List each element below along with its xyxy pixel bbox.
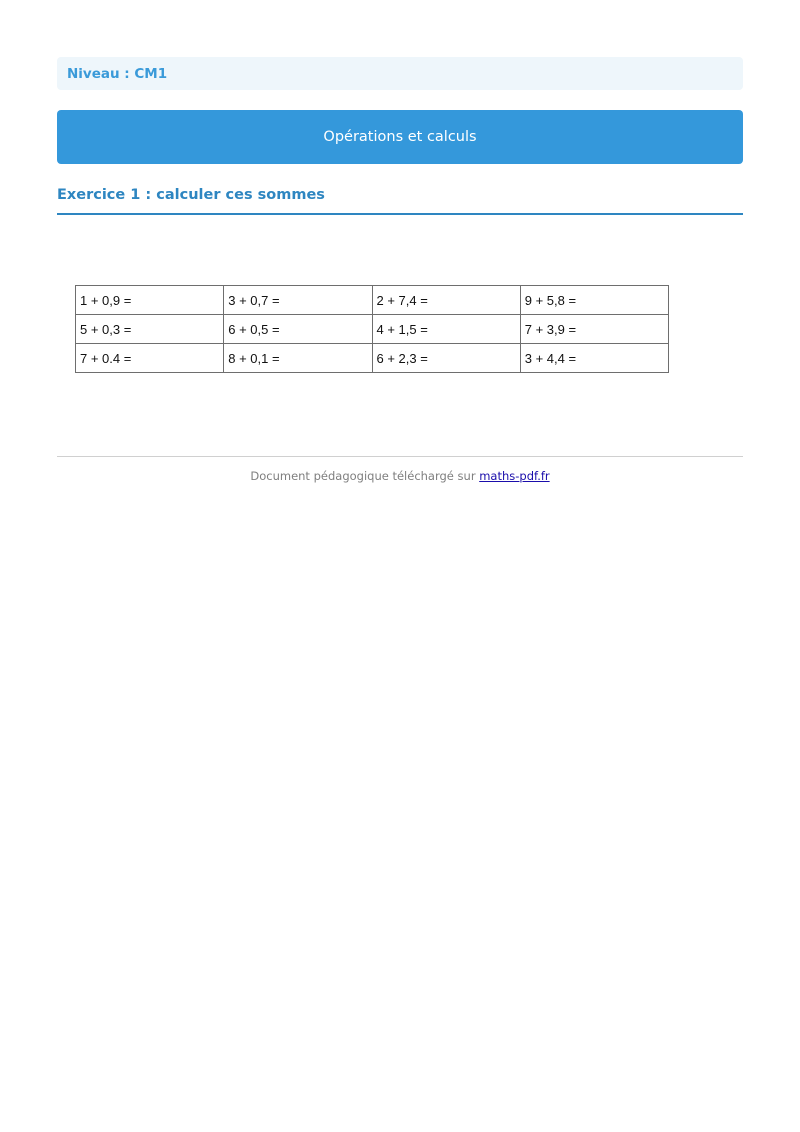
level-box [57, 57, 743, 90]
footer-divider [57, 456, 743, 457]
sum-cell: 3 + 4,4 = [520, 344, 668, 373]
table-row [76, 286, 669, 315]
footer-text: Document pédagogique téléchargé sur [250, 469, 480, 483]
sums-table [75, 285, 669, 373]
page-title: Opérations et calculs [323, 129, 477, 145]
sum-cell: 3 + 0,7 = [224, 286, 372, 315]
sum-cell: 9 + 5,8 = [520, 286, 668, 315]
title-banner [57, 110, 743, 164]
sum-cell: 4 + 1,5 = [372, 315, 520, 344]
footer [57, 469, 743, 483]
sum-cell: 6 + 0,5 = [224, 315, 372, 344]
table-row [76, 315, 669, 344]
sum-cell: 1 + 0,9 = [76, 286, 224, 315]
sum-cell: 5 + 0,3 = [76, 315, 224, 344]
sum-cell: 8 + 0,1 = [224, 344, 372, 373]
sum-cell: 7 + 0.4 = [76, 344, 224, 373]
sum-cell: 2 + 7,4 = [372, 286, 520, 315]
sum-cell: 6 + 2,3 = [372, 344, 520, 373]
exercise-heading: Exercice 1 : calculer ces sommes [57, 185, 743, 215]
table-row [76, 344, 669, 373]
level-label: Niveau : CM1 [67, 65, 168, 82]
footer-link[interactable]: maths-pdf.fr [479, 469, 550, 483]
sum-cell: 7 + 3,9 = [520, 315, 668, 344]
